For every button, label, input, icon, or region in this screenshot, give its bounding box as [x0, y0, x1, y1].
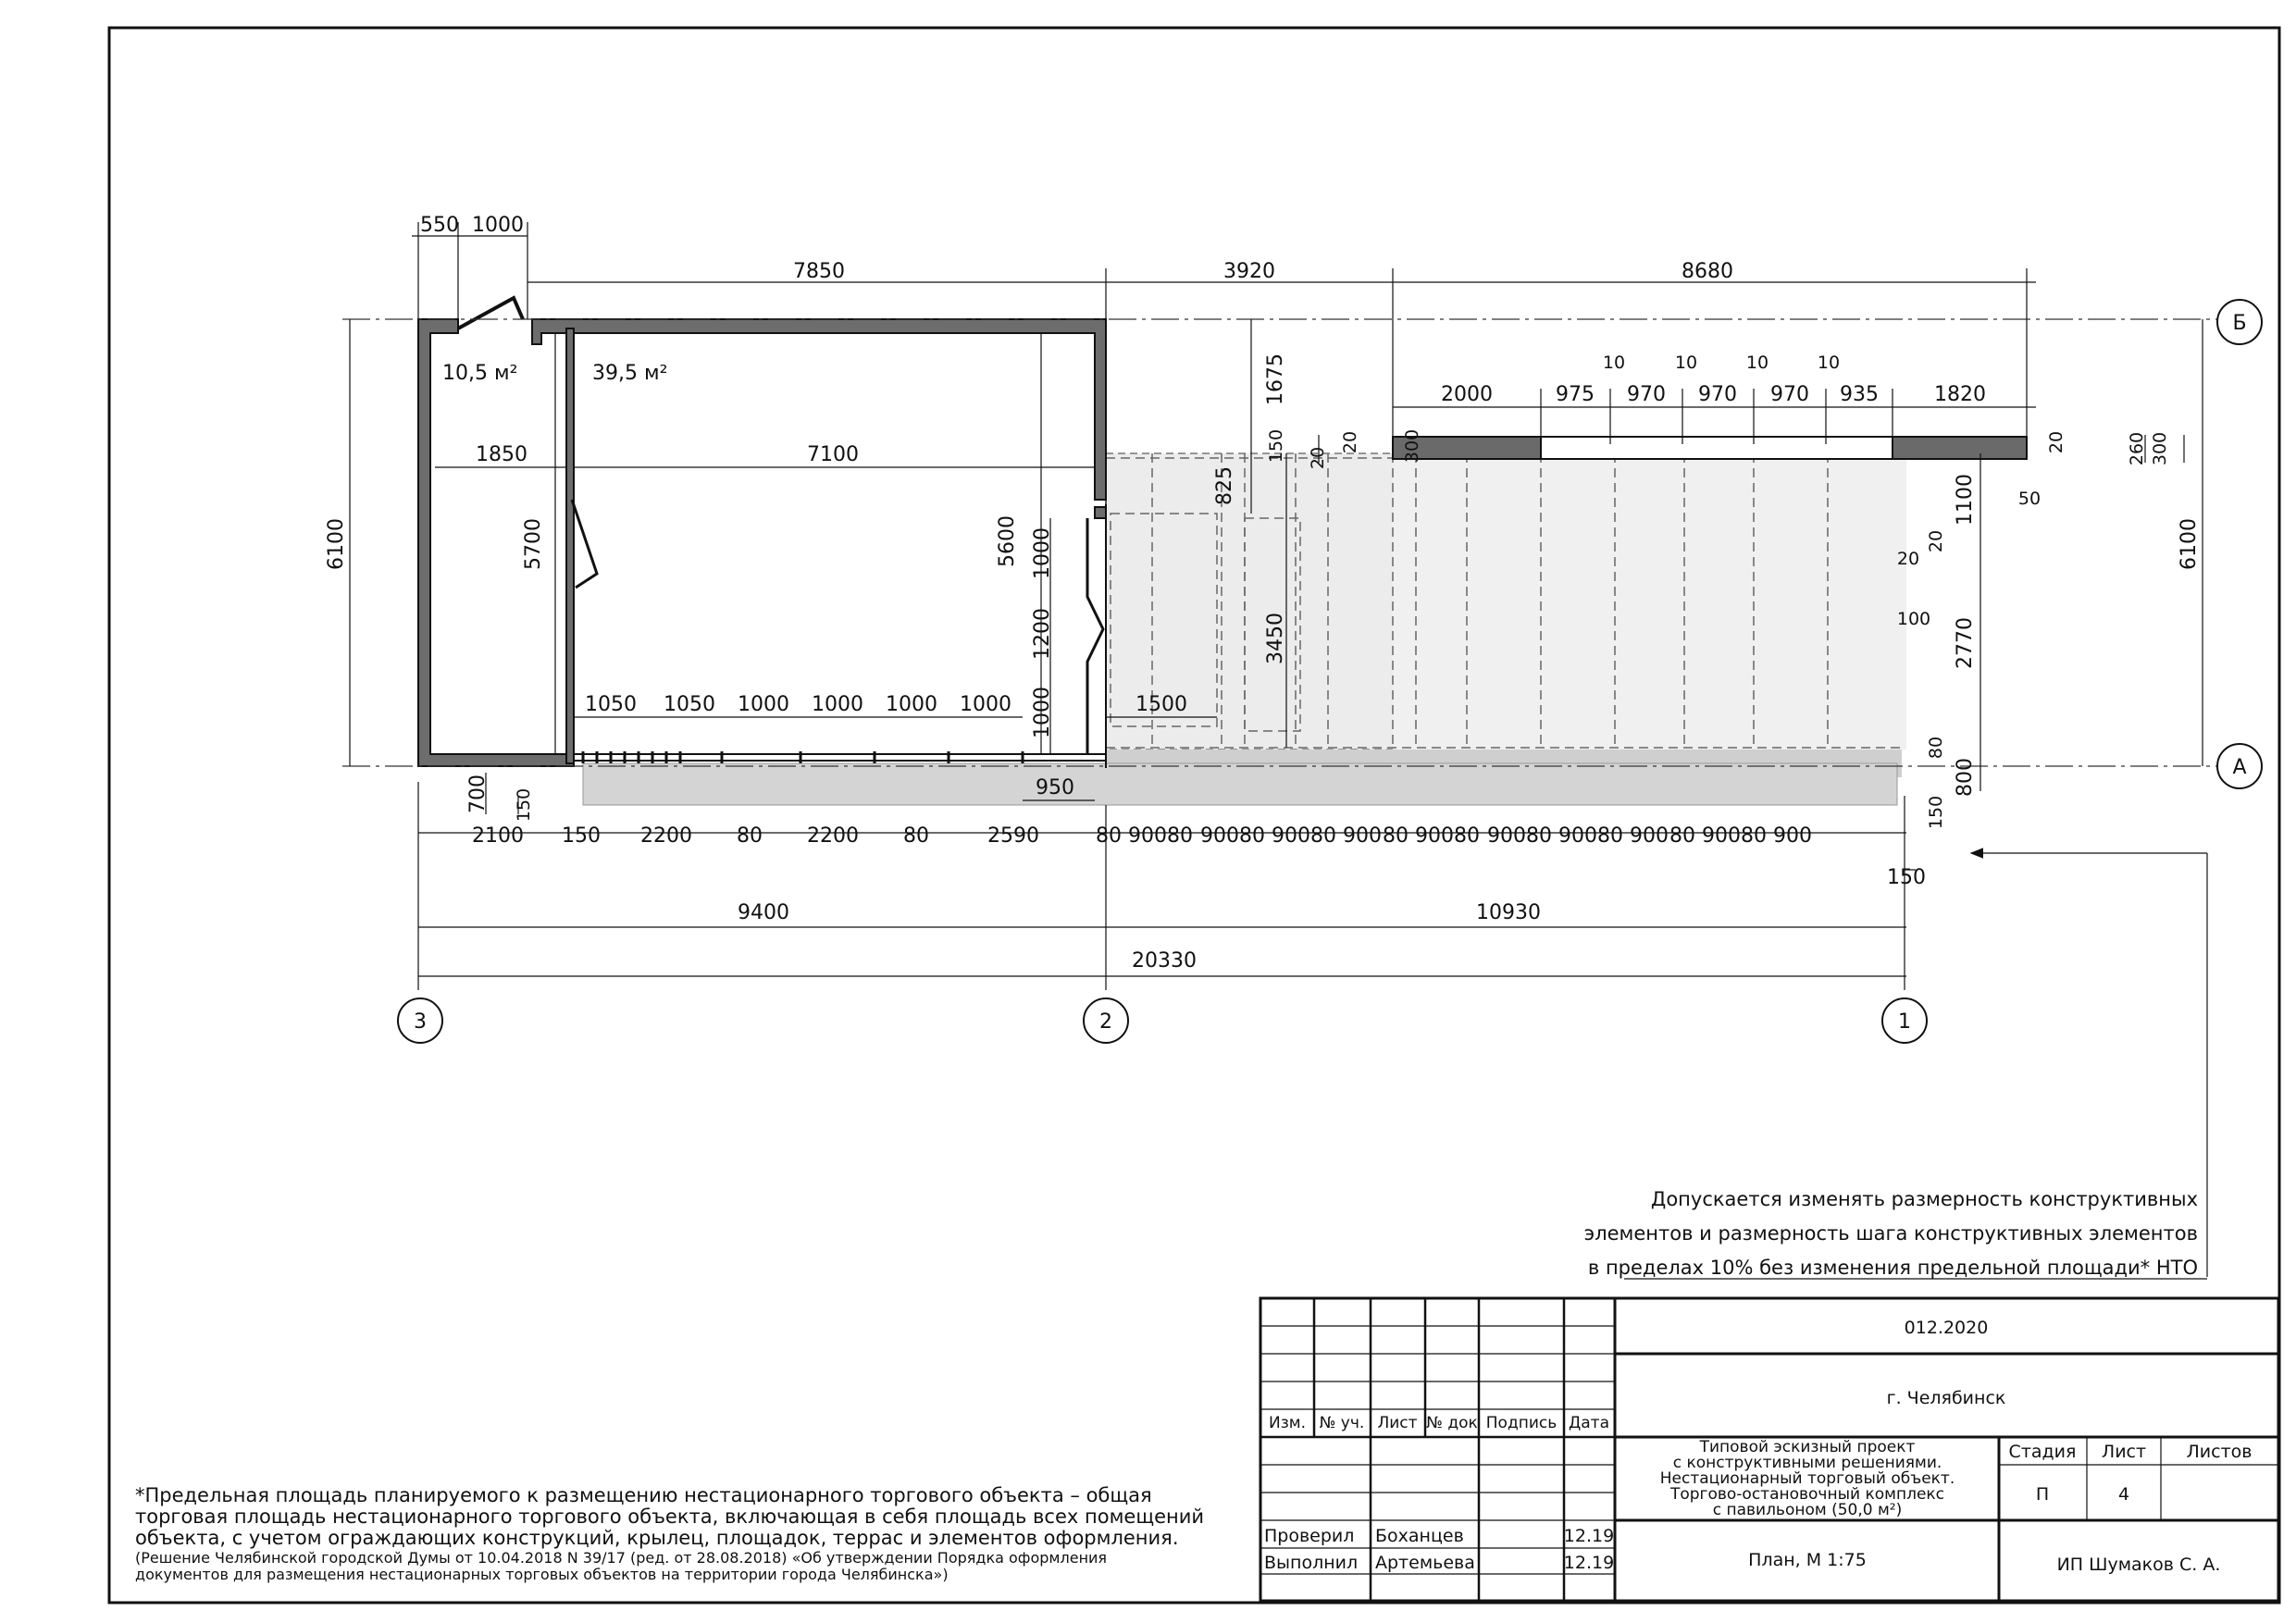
svg-text:970: 970: [1698, 383, 1737, 406]
svg-text:элементов и размерность шага к: элементов и размерность шага конструктивных элементов: [1583, 1222, 2198, 1245]
svg-text:1200: 1200: [1031, 608, 1054, 660]
svg-text:900: 900: [1415, 824, 1454, 848]
svg-text:1: 1: [1898, 1010, 1911, 1034]
svg-text:20: 20: [1926, 529, 1946, 553]
svg-text:150: 150: [514, 787, 534, 823]
svg-text:150: 150: [1926, 795, 1946, 830]
svg-text:Нестационарный торговый объект: Нестационарный торговый объект.: [1659, 1469, 1955, 1488]
svg-text:2100: 2100: [472, 824, 524, 848]
area-small-room: 10,5 м²: [442, 362, 518, 385]
svg-text:Подпись: Подпись: [1485, 1414, 1558, 1432]
canopy-dimensions: [1441, 353, 1986, 406]
svg-text:10: 10: [1602, 353, 1626, 373]
svg-text:80: 80: [1383, 824, 1409, 848]
svg-text:700: 700: [466, 774, 490, 813]
svg-text:Допускается изменять размернос: Допускается изменять размерность конструктивных: [1650, 1188, 2198, 1210]
svg-text:2770: 2770: [1954, 617, 1977, 669]
side-door: [1087, 518, 1103, 754]
svg-text:2200: 2200: [640, 824, 692, 848]
svg-text:торговая площадь нестационарно: торговая площадь нестационарного торгового объекта, включающая в себя площадь всех помещений: [135, 1505, 1205, 1528]
axis-bubble-2: [1084, 998, 1128, 1043]
svg-text:1820: 1820: [1934, 383, 1986, 406]
svg-text:1050: 1050: [664, 693, 715, 716]
svg-text:550: 550: [420, 214, 459, 237]
svg-text:10930: 10930: [1476, 901, 1541, 924]
svg-text:8680: 8680: [1682, 260, 1733, 283]
svg-text:Проверил: Проверил: [1264, 1526, 1355, 1546]
svg-text:900: 900: [1558, 824, 1597, 848]
svg-text:970: 970: [1770, 383, 1809, 406]
svg-text:150: 150: [562, 824, 601, 848]
svg-text:825: 825: [1213, 466, 1236, 505]
svg-text:Дата: Дата: [1568, 1414, 1610, 1432]
floor-plan: [342, 298, 2262, 1043]
svg-text:900: 900: [1773, 824, 1812, 848]
svg-text:1000: 1000: [472, 214, 524, 237]
svg-text:документов для размещения нест: документов для размещения нестационарных торговых объектов на территории города Челябинска»): [135, 1566, 949, 1583]
svg-text:с конструктивными решениями.: с конструктивными решениями.: [1672, 1454, 1942, 1472]
svg-text:ИП Шумаков С. А.: ИП Шумаков С. А.: [2056, 1555, 2221, 1575]
partition-door: [572, 500, 597, 588]
svg-text:*Предельная площадь планируемо: *Предельная площадь планируемого к размещению нестационарного торгового объекта – общая: [135, 1484, 1152, 1506]
svg-text:2590: 2590: [987, 824, 1039, 848]
svg-text:Стадия: Стадия: [2008, 1442, 2077, 1462]
svg-text:2000: 2000: [1441, 383, 1493, 406]
svg-text:300: 300: [1402, 428, 1422, 464]
svg-text:объекта, с учетом ограждающих: объекта, с учетом ограждающих конструкций, крылец, площадок, террас и элементов оформления.: [135, 1527, 1179, 1549]
svg-text:2: 2: [1099, 1010, 1112, 1034]
svg-text:Б: Б: [2232, 312, 2247, 335]
svg-text:260: 260: [2127, 431, 2147, 466]
svg-text:1000: 1000: [960, 693, 1011, 716]
svg-text:5700: 5700: [522, 518, 545, 570]
svg-text:7850: 7850: [793, 260, 845, 283]
right-dimensions: [1887, 431, 2201, 889]
svg-text:Артемьева: Артемьева: [1375, 1553, 1475, 1573]
left-dimensions: [466, 774, 534, 822]
top-dimensions: [420, 214, 1733, 283]
svg-text:20330: 20330: [1132, 949, 1197, 973]
svg-text:20: 20: [2046, 430, 2066, 454]
svg-text:20: 20: [1896, 549, 1920, 569]
svg-text:1500: 1500: [1136, 693, 1187, 716]
svg-text:80: 80: [1669, 824, 1695, 848]
svg-text:1000: 1000: [886, 693, 937, 716]
svg-text:№ уч.: № уч.: [1319, 1414, 1365, 1432]
svg-text:80: 80: [1526, 824, 1552, 848]
svg-text:Боханцев: Боханцев: [1375, 1526, 1464, 1546]
svg-text:№ док: № док: [1426, 1414, 1478, 1432]
svg-text:150: 150: [1266, 428, 1286, 464]
svg-text:50: 50: [2017, 489, 2042, 509]
svg-text:80: 80: [1167, 824, 1193, 848]
svg-text:20: 20: [1308, 446, 1328, 470]
svg-text:Торгово-остановочный комплекс: Торгово-остановочный комплекс: [1669, 1485, 1945, 1504]
svg-text:20: 20: [1340, 430, 1360, 454]
svg-text:А: А: [2232, 756, 2247, 779]
svg-text:150: 150: [1887, 866, 1926, 889]
bottom-dimension-row: [472, 824, 1812, 848]
svg-text:План, М 1:75: План, М 1:75: [1748, 1550, 1867, 1570]
area-main-room: 39,5 м²: [592, 362, 668, 385]
svg-text:1850: 1850: [476, 443, 527, 466]
svg-text:3920: 3920: [1223, 260, 1275, 283]
svg-text:2200: 2200: [807, 824, 859, 848]
svg-text:300: 300: [2150, 431, 2170, 466]
footnote: [135, 1484, 1204, 1583]
svg-text:100: 100: [1896, 609, 1931, 629]
svg-text:12.19: 12.19: [1563, 1553, 1615, 1573]
svg-text:6100: 6100: [2178, 518, 2201, 570]
svg-text:950: 950: [1036, 776, 1074, 799]
svg-text:80: 80: [1239, 824, 1265, 848]
svg-text:970: 970: [1627, 383, 1666, 406]
axis-bubble-a: [2217, 744, 2262, 788]
svg-text:975: 975: [1556, 383, 1595, 406]
svg-text:Типовой эскизный проект: Типовой эскизный проект: [1699, 1438, 1916, 1456]
axis-bubble-1: [1882, 998, 1927, 1043]
tolerance-note: [1584, 1188, 2207, 1279]
svg-text:П: П: [2035, 1484, 2050, 1505]
axis-bubble-b: [2217, 300, 2262, 344]
front-platform: [583, 763, 1897, 805]
svg-text:10: 10: [1674, 353, 1698, 373]
svg-text:4: 4: [2117, 1484, 2130, 1505]
svg-text:900: 900: [1702, 824, 1741, 848]
svg-text:900: 900: [1272, 824, 1310, 848]
title-block: [1260, 1298, 2278, 1601]
svg-text:80: 80: [903, 824, 929, 848]
svg-text:5600: 5600: [996, 515, 1019, 567]
svg-text:900: 900: [1343, 824, 1382, 848]
svg-text:1100: 1100: [1954, 474, 1977, 526]
svg-text:900: 900: [1200, 824, 1239, 848]
svg-text:80: 80: [1096, 824, 1122, 848]
svg-text:1000: 1000: [1031, 687, 1054, 738]
svg-text:80: 80: [1597, 824, 1623, 848]
sheet-frame: [109, 28, 2279, 1603]
svg-text:Лист: Лист: [1377, 1414, 1418, 1432]
svg-text:80: 80: [1310, 824, 1336, 848]
svg-text:900: 900: [1630, 824, 1669, 848]
axis-bubble-3: [398, 998, 442, 1043]
total-dimensions: [738, 901, 1541, 973]
svg-text:12.19: 12.19: [1563, 1526, 1615, 1546]
svg-text:80: 80: [1454, 824, 1480, 848]
svg-text:3450: 3450: [1264, 613, 1287, 664]
svg-text:1000: 1000: [738, 693, 789, 716]
svg-text:935: 935: [1840, 383, 1879, 406]
svg-text:9400: 9400: [738, 901, 789, 924]
svg-text:900: 900: [1487, 824, 1526, 848]
svg-text:1000: 1000: [812, 693, 863, 716]
svg-text:г. Челябинск: г. Челябинск: [1886, 1388, 2006, 1408]
svg-text:Выполнил: Выполнил: [1264, 1553, 1359, 1573]
svg-text:900: 900: [1128, 824, 1167, 848]
svg-text:10: 10: [1745, 353, 1769, 373]
canopy-floor-right: [1393, 453, 1906, 750]
svg-text:80: 80: [1741, 824, 1767, 848]
canopy-beam-mid: [1541, 437, 1893, 459]
svg-text:(Решение Челябинской городской: (Решение Челябинской городской Думы от 10.04.2018 N 39/17 (ред. от 28.08.2018) «Об утверждении Порядка оформления: [135, 1549, 1108, 1567]
svg-text:в пределах 10% без изменения п: в пределах 10% без изменения предельной площади* НТО: [1587, 1257, 2198, 1279]
svg-text:80: 80: [1926, 736, 1946, 760]
svg-text:1000: 1000: [1031, 527, 1054, 579]
svg-text:с павильоном (50,0 м²): с павильоном (50,0 м²): [1712, 1501, 1903, 1519]
svg-text:Лист: Лист: [2101, 1442, 2147, 1462]
svg-text:Изм.: Изм.: [1269, 1414, 1306, 1432]
svg-text:1050: 1050: [585, 693, 637, 716]
svg-text:Листов: Листов: [2186, 1442, 2253, 1462]
entry-door: [458, 298, 523, 328]
svg-text:10: 10: [1817, 353, 1841, 373]
svg-text:012.2020: 012.2020: [1904, 1318, 1989, 1338]
svg-text:7100: 7100: [807, 443, 859, 466]
canopy-beam-right: [1893, 437, 2027, 459]
svg-text:80: 80: [737, 824, 763, 848]
svg-text:3: 3: [414, 1010, 427, 1034]
svg-text:6100: 6100: [325, 518, 348, 570]
front-mullions: [583, 751, 1023, 763]
svg-text:800: 800: [1954, 758, 1977, 797]
svg-text:1675: 1675: [1264, 353, 1287, 405]
